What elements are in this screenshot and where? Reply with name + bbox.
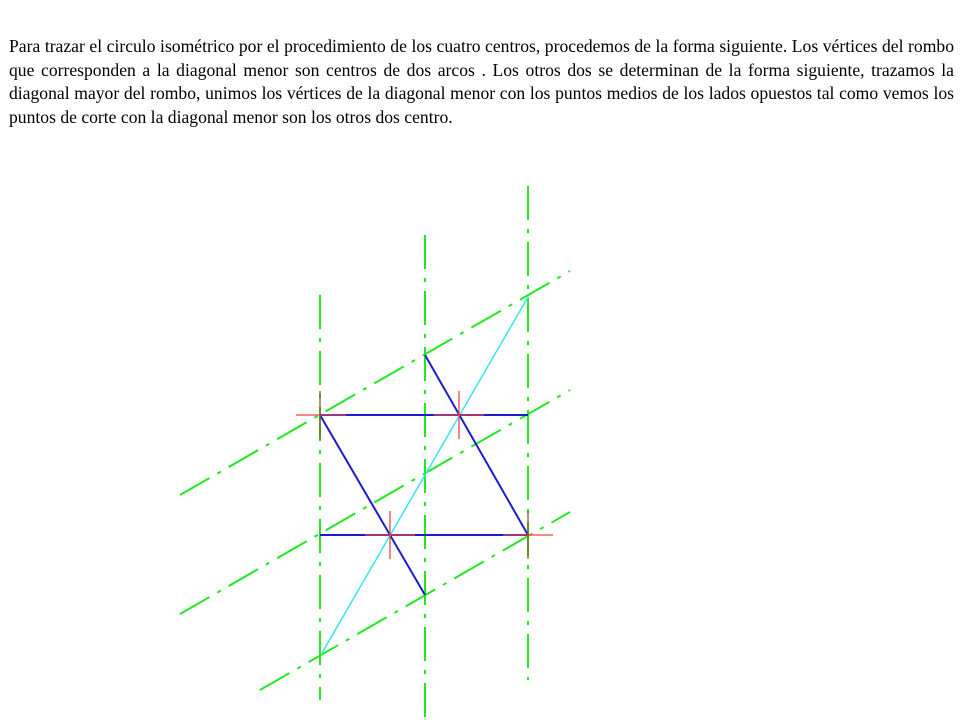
inclined-line-bottom: [260, 512, 570, 690]
join-right-vertex-to-midpoint: [425, 355, 528, 535]
center-mark-bottom-middle: [365, 511, 415, 559]
vertical-construction-lines: [320, 186, 528, 720]
inclined-construction-lines: [180, 271, 570, 690]
join-left-vertex-to-midpoint: [320, 415, 425, 595]
center-mark-top-middle: [434, 391, 484, 439]
inclined-line-top: [180, 271, 570, 495]
slide-paragraph: Para trazar el circulo isométrico por el procedimiento de los cuatro centros, procedemos de la forma siguiente. Los vértices del rombo que corresponden a la diagonal menor son centros de dos arcos . Los otros dos se determinan de la forma siguiente, trazamos la diagonal mayor del rombo, unimos los vértices de la diagonal menor con los puntos medios de los lados opuestos tal como vemos los puntos de corte con la diagonal menor son los otros dos centro.: [9, 36, 954, 127]
center-mark-bottom-right: [503, 511, 553, 559]
inclined-line-middle: [180, 390, 570, 614]
